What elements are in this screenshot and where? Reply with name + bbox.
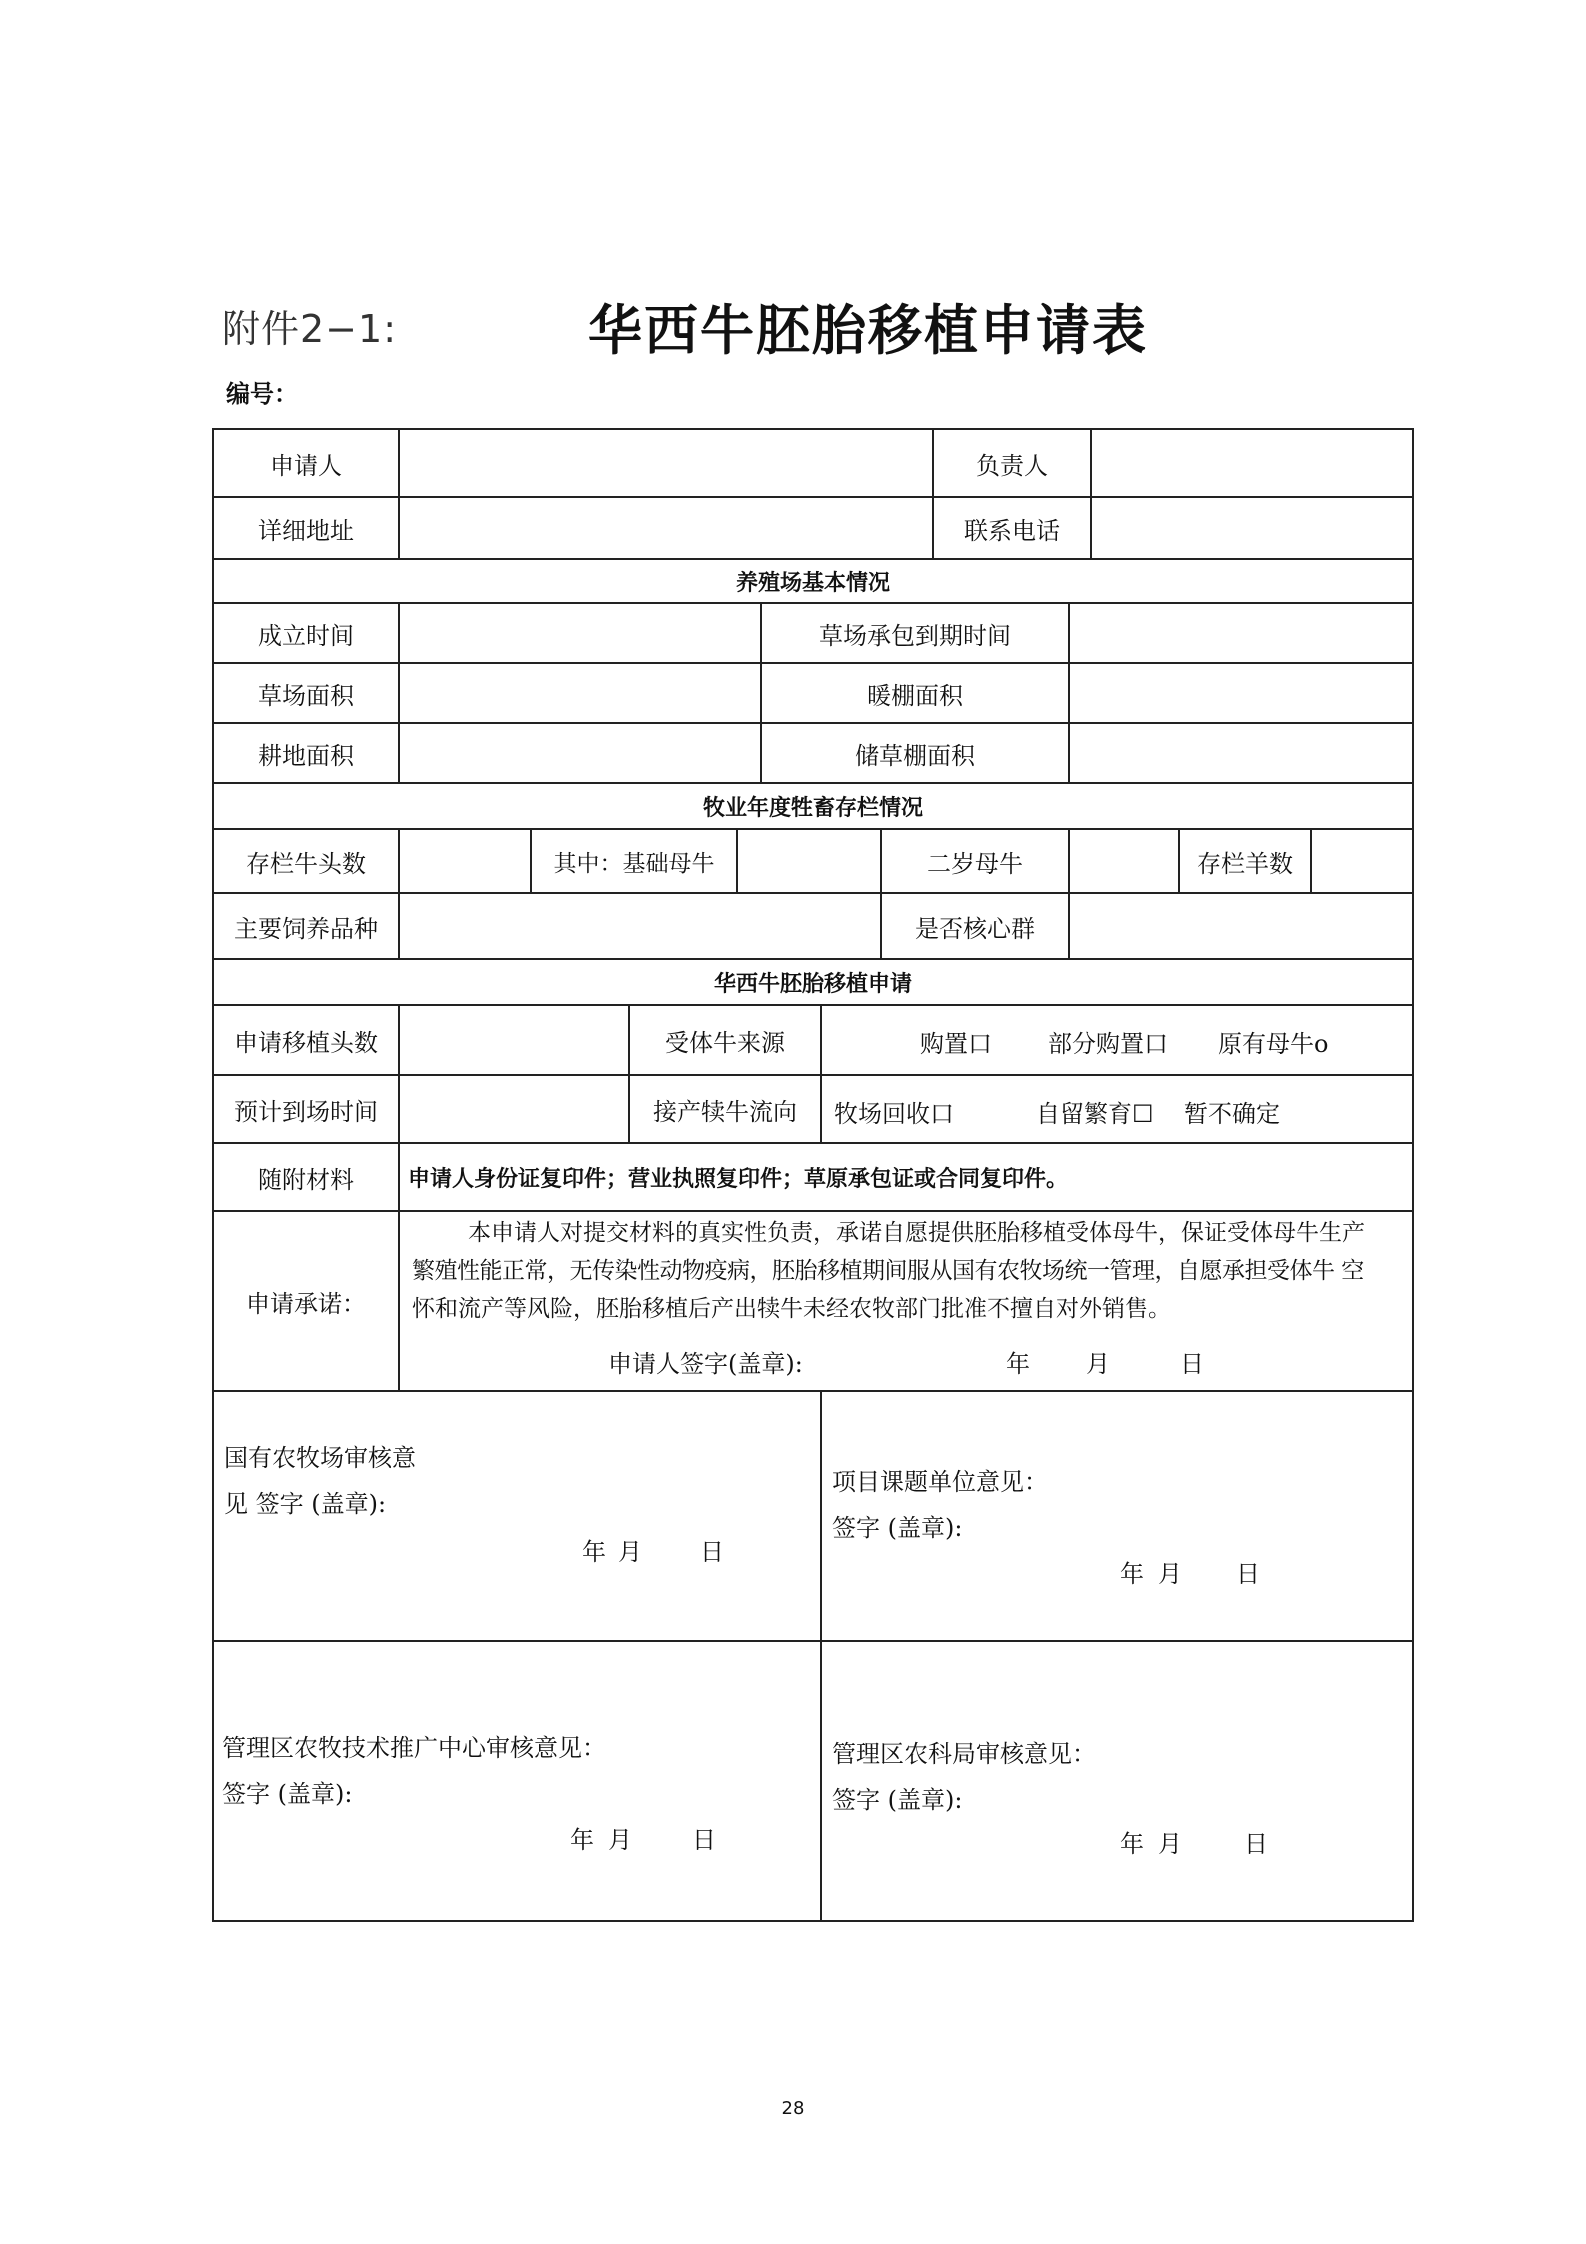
review-farm-title: 国有农牧场审核意 xyxy=(224,1444,416,1472)
column-divider xyxy=(820,1390,822,1920)
review-project-title: 项目课题单位意见： xyxy=(832,1468,1048,1496)
review-bureau-year: 年 xyxy=(1120,1830,1144,1858)
application-form-table xyxy=(212,428,1414,1922)
two-year-cows-label: 二岁母牛 xyxy=(927,849,1023,878)
section-livestock-heading: 牧业年度牲畜存栏情况 xyxy=(702,795,923,821)
table-border-right xyxy=(1412,428,1414,1922)
review-farm-day: 日 xyxy=(700,1538,724,1566)
calf-flow-option-self-breed[interactable]: 自留繁育☐ xyxy=(1036,1100,1154,1128)
pledge-date-day: 日 xyxy=(1180,1350,1204,1378)
arrival-time-field[interactable] xyxy=(400,1076,628,1142)
responsible-field[interactable] xyxy=(1092,430,1412,496)
recipient-option-own-cows[interactable]: 原有母牛o xyxy=(1218,1030,1329,1058)
phone-field[interactable] xyxy=(1092,498,1412,558)
main-breed-field[interactable] xyxy=(400,894,880,958)
pledge-date-year: 年 xyxy=(1006,1350,1030,1378)
transplant-count-label: 申请移植头数 xyxy=(234,1028,378,1057)
row-divider xyxy=(212,1390,1414,1392)
phone-label: 联系电话 xyxy=(964,516,1060,545)
review-project-month: 月 xyxy=(1158,1560,1182,1588)
core-herd-label: 是否核心群 xyxy=(915,914,1035,943)
sheep-count-field[interactable] xyxy=(1312,830,1412,892)
applicant-label: 申请人 xyxy=(270,451,342,480)
hay-shed-area-field[interactable] xyxy=(1070,724,1412,782)
address-field[interactable] xyxy=(400,498,932,558)
review-center-year: 年 xyxy=(570,1826,594,1854)
responsible-label: 负责人 xyxy=(976,451,1048,480)
calf-flow-label: 接产犊牛流向 xyxy=(653,1097,797,1126)
pledge-line: 怀和流产等风险，胚胎移植后产出犊牛未经农牧部门批准不擅自对外销售。 xyxy=(412,1296,1171,1322)
review-bureau-title: 管理区农科局审核意见： xyxy=(832,1740,1096,1768)
pledge-date-month: 月 xyxy=(1086,1350,1110,1378)
review-bureau-day: 日 xyxy=(1244,1830,1268,1858)
recipient-option-purchased[interactable]: 购置口 xyxy=(920,1030,992,1058)
review-project-signature: 签字 (盖章): xyxy=(832,1514,963,1542)
review-project-day: 日 xyxy=(1236,1560,1260,1588)
greenhouse-area-label: 暖棚面积 xyxy=(867,681,963,710)
calf-flow-option-undecided[interactable]: 暂不确定 xyxy=(1184,1100,1280,1128)
review-project-year: 年 xyxy=(1120,1560,1144,1588)
pledge-text xyxy=(412,1214,1402,1328)
review-center-title: 管理区农牧技术推广中心审核意见： xyxy=(222,1734,606,1762)
grassland-area-field[interactable] xyxy=(400,664,760,722)
table-border-bottom xyxy=(212,1920,1414,1922)
established-label: 成立时间 xyxy=(258,621,354,650)
base-cows-label: 其中：基础母牛 xyxy=(553,850,715,877)
section-application-heading: 华西牛胚胎移植申请 xyxy=(713,971,912,997)
attachments-text: 申请人身份证复印件；营业执照复印件；草原承包证或合同复印件。 xyxy=(408,1166,1069,1192)
grassland-area-label: 草场面积 xyxy=(258,681,354,710)
review-farm-year: 年 xyxy=(582,1538,606,1566)
transplant-count-field[interactable] xyxy=(400,1006,628,1074)
pledge-signature-label: 申请人签字(盖章): xyxy=(608,1350,803,1378)
pledge-label: 申请承诺： xyxy=(246,1289,366,1318)
review-center-day: 日 xyxy=(692,1826,716,1854)
farmland-area-label: 耕地面积 xyxy=(258,741,354,770)
sheep-count-label: 存栏羊数 xyxy=(1197,849,1293,878)
base-cows-field[interactable] xyxy=(738,830,880,892)
applicant-field[interactable] xyxy=(400,430,932,496)
grassland-contract-field[interactable] xyxy=(1070,604,1412,662)
address-label: 详细地址 xyxy=(258,516,354,545)
row-divider xyxy=(212,1640,1414,1642)
recipient-option-partial-purchase[interactable]: 部分购置口 xyxy=(1048,1030,1168,1058)
farmland-area-field[interactable] xyxy=(400,724,760,782)
grassland-contract-label: 草场承包到期时间 xyxy=(819,621,1011,650)
review-farm-month: 月 xyxy=(618,1538,642,1566)
page-title: 华西牛胚胎移植申请表 xyxy=(588,299,1148,362)
section-farm-heading: 养殖场基本情况 xyxy=(735,570,890,596)
cattle-count-label: 存栏牛头数 xyxy=(246,849,366,878)
greenhouse-area-field[interactable] xyxy=(1070,664,1412,722)
hay-shed-area-label: 储草棚面积 xyxy=(855,741,975,770)
calf-flow-option-recycle[interactable]: 牧场回收口 xyxy=(834,1100,954,1128)
arrival-time-label: 预计到场时间 xyxy=(234,1097,378,1126)
pledge-line: 繁殖性能正常，无传染性动物疫病，胚胎移植期间服从国有农牧场统一管理，自愿承担受体牛 空 xyxy=(412,1258,1364,1284)
cattle-count-field[interactable] xyxy=(400,830,530,892)
main-breed-label: 主要饲养品种 xyxy=(234,914,378,943)
established-field[interactable] xyxy=(400,604,760,662)
review-center-signature: 签字 (盖章): xyxy=(222,1780,353,1808)
two-year-cows-field[interactable] xyxy=(1070,830,1178,892)
review-bureau-month: 月 xyxy=(1158,1830,1182,1858)
recipient-source-label: 受体牛来源 xyxy=(665,1028,785,1057)
review-bureau-signature: 签字 (盖章): xyxy=(832,1786,963,1814)
serial-number-label: 编号： xyxy=(226,380,298,408)
pledge-line: 本申请人对提交材料的真实性负责，承诺自愿提供胚胎移植受体母牛，保证受体母牛生产 xyxy=(468,1220,1365,1246)
attachments-label: 随附材料 xyxy=(258,1165,354,1194)
page-number: 28 xyxy=(781,2098,805,2119)
column-divider xyxy=(820,1004,822,1142)
core-herd-field[interactable] xyxy=(1070,894,1412,958)
column-divider xyxy=(398,1142,400,1390)
review-farm-signature: 见 签字 (盖章): xyxy=(224,1490,387,1518)
attachment-label: 附件2−1: xyxy=(222,307,397,351)
review-center-month: 月 xyxy=(608,1826,632,1854)
